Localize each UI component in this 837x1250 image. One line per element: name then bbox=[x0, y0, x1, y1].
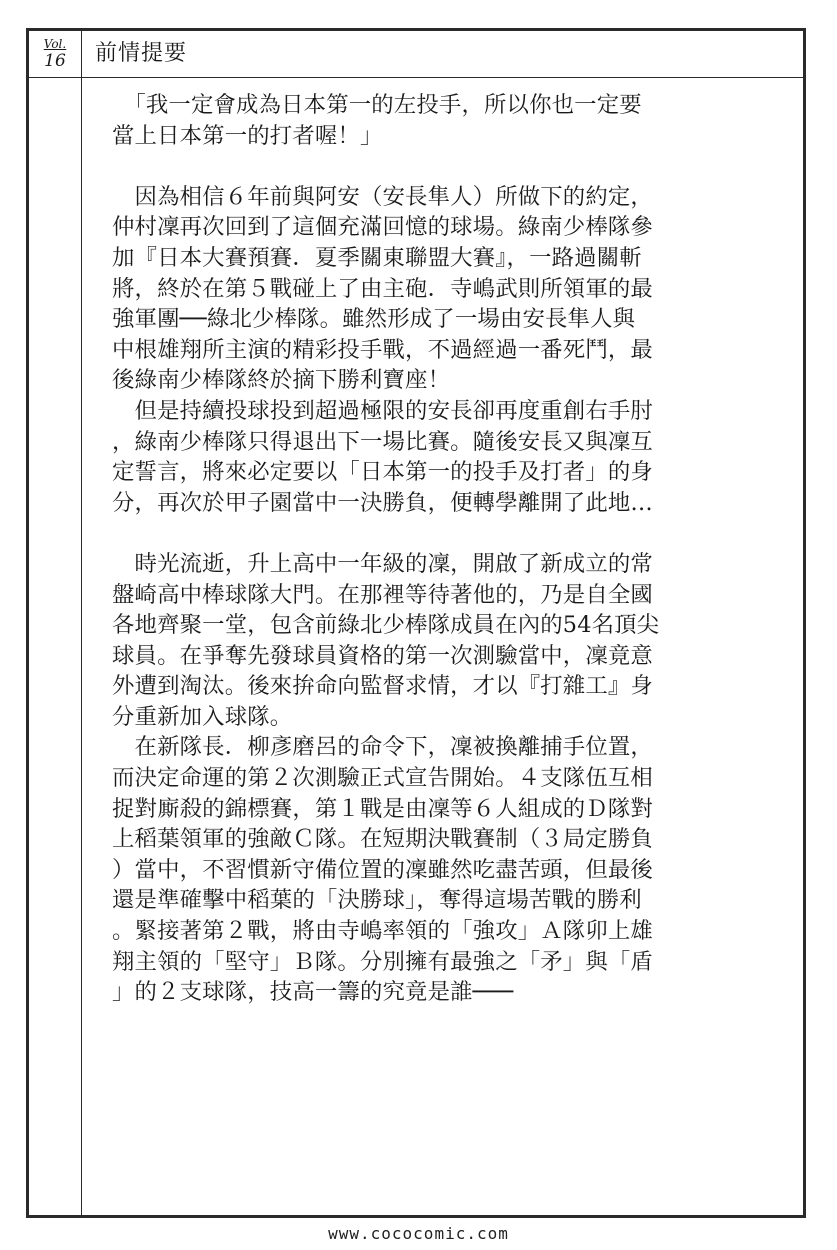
text-line: 捉對廝殺的錦標賽，第１戰是由凜等６人組成的Ｄ隊對 bbox=[112, 795, 653, 822]
text-line: 上稻葉領軍的強敵Ｃ隊。在短期決戰賽制（３局定勝負 bbox=[112, 826, 653, 853]
text-line: ，綠南少棒隊只得退出下一場比賽。隨後安長又與凜互 bbox=[112, 428, 653, 455]
header-divider bbox=[29, 77, 803, 78]
text-line: 加『日本大賽預賽．夏季關東聯盟大賽』，一路過關斬 bbox=[112, 244, 642, 271]
text-line: 」的２支球隊，技高一籌的究竟是誰─── bbox=[112, 979, 514, 1006]
text-line: 強軍團──綠北少棒隊。雖然形成了一場由安長隼人與 bbox=[112, 306, 636, 333]
text-line: 時光流逝，升上高中一年級的凜，開啟了新成立的常 bbox=[112, 550, 653, 577]
paragraph-gap bbox=[112, 518, 716, 549]
text-line: 球員。在爭奪先發球員資格的第一次測驗當中，凜竟意 bbox=[112, 642, 653, 669]
text-line: ）當中，不習慣新守備位置的凜雖然吃盡苦頭，但最後 bbox=[112, 856, 653, 883]
text-line: 翔主領的「堅守」Ｂ隊。分別擁有最強之「矛」與「盾 bbox=[112, 948, 653, 975]
text-line: 因為相信６年前與阿安（安長隼人）所做下的約定， bbox=[112, 183, 653, 210]
text-line: 。緊接著第２戰，將由寺嶋率領的「強攻」Ａ隊卯上雄 bbox=[112, 918, 653, 945]
text-line: 後綠南少棒隊終於摘下勝利寶座！ bbox=[112, 367, 451, 394]
text-line: 在新隊長．柳彥磨呂的命令下，凜被換離捕手位置， bbox=[112, 734, 653, 761]
footer-watermark-url: www.cococomic.com bbox=[328, 1224, 509, 1243]
page-title: 前情提要 bbox=[95, 41, 188, 66]
text-line: 當上日本第一的打者喔！」 bbox=[112, 122, 383, 149]
text-line: 外遭到淘汰。後來拚命向監督求情，才以『打雜工』身 bbox=[112, 673, 653, 700]
text-line: 還是準確擊中稻葉的「決勝球」，奪得這場苦戰的勝利 bbox=[112, 887, 642, 914]
text-line: 各地齊聚一堂，包含前綠北少棒隊成員在內的54名頂尖 bbox=[112, 612, 660, 639]
volume-label: Vol. bbox=[43, 37, 67, 51]
text-line: 將，終於在第５戰碰上了由主砲．寺嶋武則所領軍的最 bbox=[112, 275, 653, 302]
synopsis-body bbox=[112, 90, 716, 1008]
text-line: 仲村凜再次回到了這個充滿回憶的球場。綠南少棒隊參 bbox=[112, 214, 653, 241]
volume-number: 16 bbox=[44, 51, 66, 71]
volume-badge bbox=[33, 35, 77, 75]
text-line: 盤崎高中棒球隊大門。在那裡等待著他的，乃是自全國 bbox=[112, 581, 653, 608]
text-line: 分重新加入球隊。 bbox=[112, 703, 293, 730]
text-line: 中根雄翔所主演的精彩投手戰，不過經過一番死鬥，最 bbox=[112, 336, 653, 363]
text-line: 分，再次於甲子園當中一決勝負，便轉學離開了此地… bbox=[112, 489, 653, 516]
paragraph-gap bbox=[112, 151, 716, 182]
text-line: 「我一定會成為日本第一的左投手，所以你也一定要 bbox=[112, 92, 642, 118]
text-line: 定誓言，將來必定要以「日本第一的投手及打者」的身 bbox=[112, 459, 653, 486]
margin-divider bbox=[81, 31, 82, 1215]
text-line: 而決定命運的第２次測驗正式宣告開始。４支隊伍互相 bbox=[112, 765, 653, 792]
text-line: 但是持續投球投到超過極限的安長卻再度重創右手肘 bbox=[112, 397, 653, 424]
